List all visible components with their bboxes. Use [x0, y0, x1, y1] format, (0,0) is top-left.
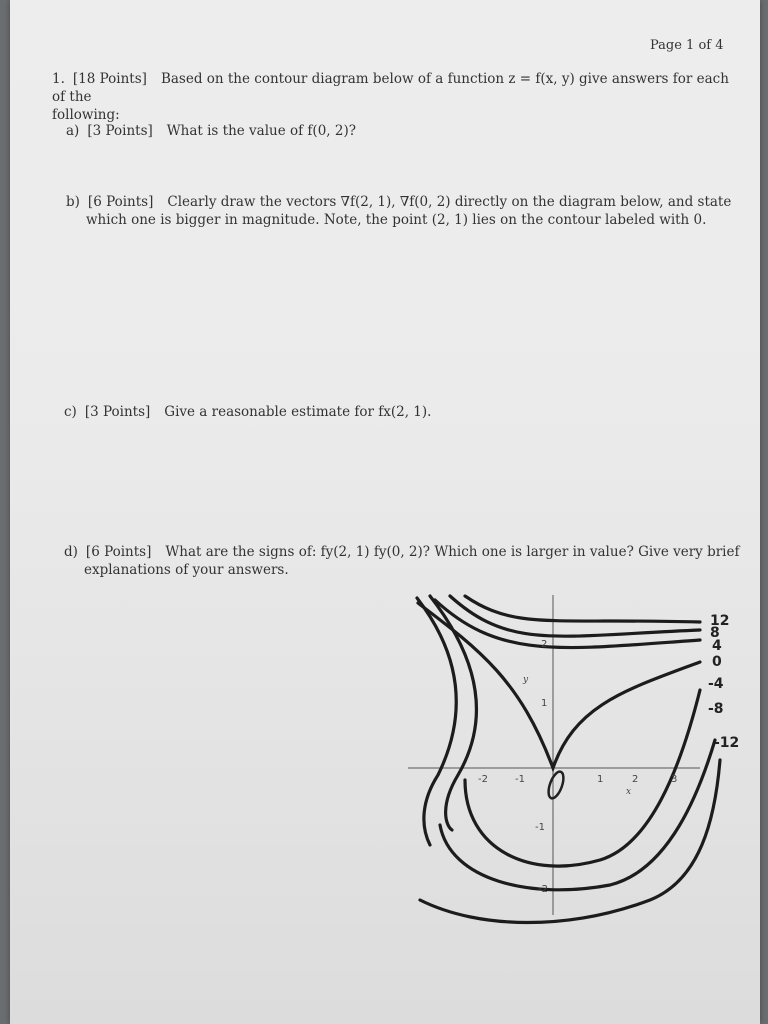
handwritten-zero-mark — [546, 770, 567, 800]
part-a-text: What is the value of f(0, 2)? — [166, 123, 356, 139]
part-b-text-continued: which one is bigger in magnitude. Note, the point (2, 1) lies on the contour labeled with 0. — [86, 212, 707, 228]
contour-line-8 — [450, 596, 700, 636]
contour-label-neg8: -8 — [708, 701, 724, 717]
exam-page — [10, 0, 760, 1024]
contour-line-neg4-u — [465, 690, 700, 866]
part-c-text: Give a reasonable estimate for fx(2, 1). — [164, 404, 432, 420]
contour-line-neg8-u — [440, 740, 715, 890]
part-a-points: [3 Points] — [87, 123, 153, 139]
contour-line-12 — [465, 596, 700, 622]
contour-label-neg12: -12 — [714, 735, 740, 751]
question-points: [18 Points] — [72, 71, 147, 87]
x-tick-2: 2 — [632, 774, 639, 785]
x-tick-3: 3 — [671, 774, 678, 785]
x-tick-neg2: -2 — [478, 774, 488, 785]
contour-line-4 — [435, 600, 700, 648]
x-tick-neg1: -1 — [515, 774, 525, 785]
contour-label-4: 4 — [712, 638, 722, 654]
y-axis-name: y — [523, 675, 529, 685]
part-d-label: d) — [64, 544, 78, 560]
y-tick-neg1: -1 — [535, 822, 545, 833]
question-text: Based on the contour diagram below of a function z = f(x, y) give answers for each of the — [52, 71, 729, 105]
contour-label-8: 8 — [710, 625, 720, 641]
part-b-points: [6 Points] — [87, 194, 154, 210]
x-axis-name: x — [626, 787, 632, 797]
page-number: Page 1 of 4 — [650, 38, 724, 53]
part-a-label: a) — [66, 123, 80, 139]
contour-line-neg8 — [417, 598, 456, 845]
contour-line-0 — [418, 603, 700, 768]
contour-label-0: 0 — [712, 654, 722, 670]
y-tick-1: 1 — [541, 698, 548, 709]
part-b-label: b) — [66, 194, 80, 210]
part-b-text: Clearly draw the vectors ∇f(2, 1), ∇f(0, 2) directly on the diagram below, and state — [167, 194, 732, 210]
y-tick-2: 2 — [541, 639, 548, 650]
part-c-label: c) — [64, 404, 77, 420]
contour-lines — [417, 596, 720, 923]
part-d-points: [6 Points] — [85, 544, 152, 560]
x-tick-1: 1 — [597, 774, 604, 785]
question-number: 1. — [52, 71, 65, 87]
contour-label-12: 12 — [710, 613, 730, 629]
contour-label-neg4: -4 — [708, 676, 724, 692]
question-text-continued: following: — [52, 107, 120, 123]
part-d-text-continued: explanations of your answers. — [84, 562, 289, 578]
part-c-points: [3 Points] — [84, 404, 151, 420]
y-tick-neg2: -2 — [538, 884, 548, 895]
contour-diagram — [10, 0, 760, 1024]
part-d-text: What are the signs of: fy(2, 1) fy(0, 2)? Which one is larger in value? Give very brief — [165, 544, 740, 560]
